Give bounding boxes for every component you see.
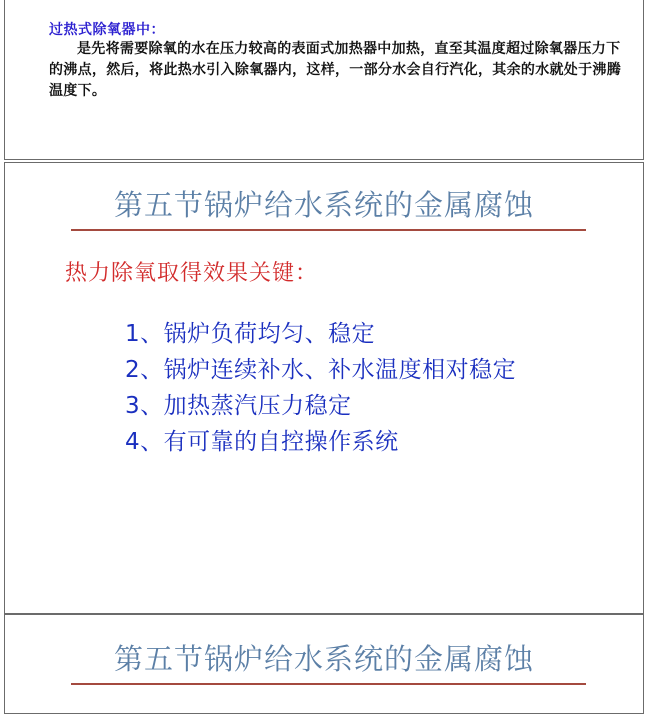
slide-1-heading: 过热式除氧器中：: [49, 22, 165, 38]
list-item: 3、加热蒸汽压力稳定: [125, 393, 352, 419]
slide-2: [4, 162, 644, 614]
slide-2-title-rule: [71, 229, 586, 231]
slide-2-subtitle: 热力除氧取得效果关键：: [65, 261, 319, 286]
key-points-list: [125, 316, 516, 460]
list-item: 1、锅炉负荷均匀、稳定: [125, 321, 376, 347]
slide-1-body-text: 是先将需要除氧的水在压力较高的表面式加热器中加热，直至其温度超过除氧器压力下的沸点，然后，将此热水引入除氧器内，这样，一部分水会自行汽化，其余的水就处于沸腾温度下。: [49, 41, 621, 99]
list-item: 2、锅炉连续补水、补水温度相对稳定: [125, 357, 517, 383]
slide-3: [4, 614, 644, 714]
slide-3-title: 第五节锅炉给水系统的金属腐蚀: [113, 642, 534, 676]
slide-3-title-rule: [71, 683, 586, 685]
slide-2-title: 第五节锅炉给水系统的金属腐蚀: [113, 188, 534, 222]
slide-1: [4, 0, 644, 160]
list-item: 4、有可靠的自控操作系统: [125, 429, 399, 455]
